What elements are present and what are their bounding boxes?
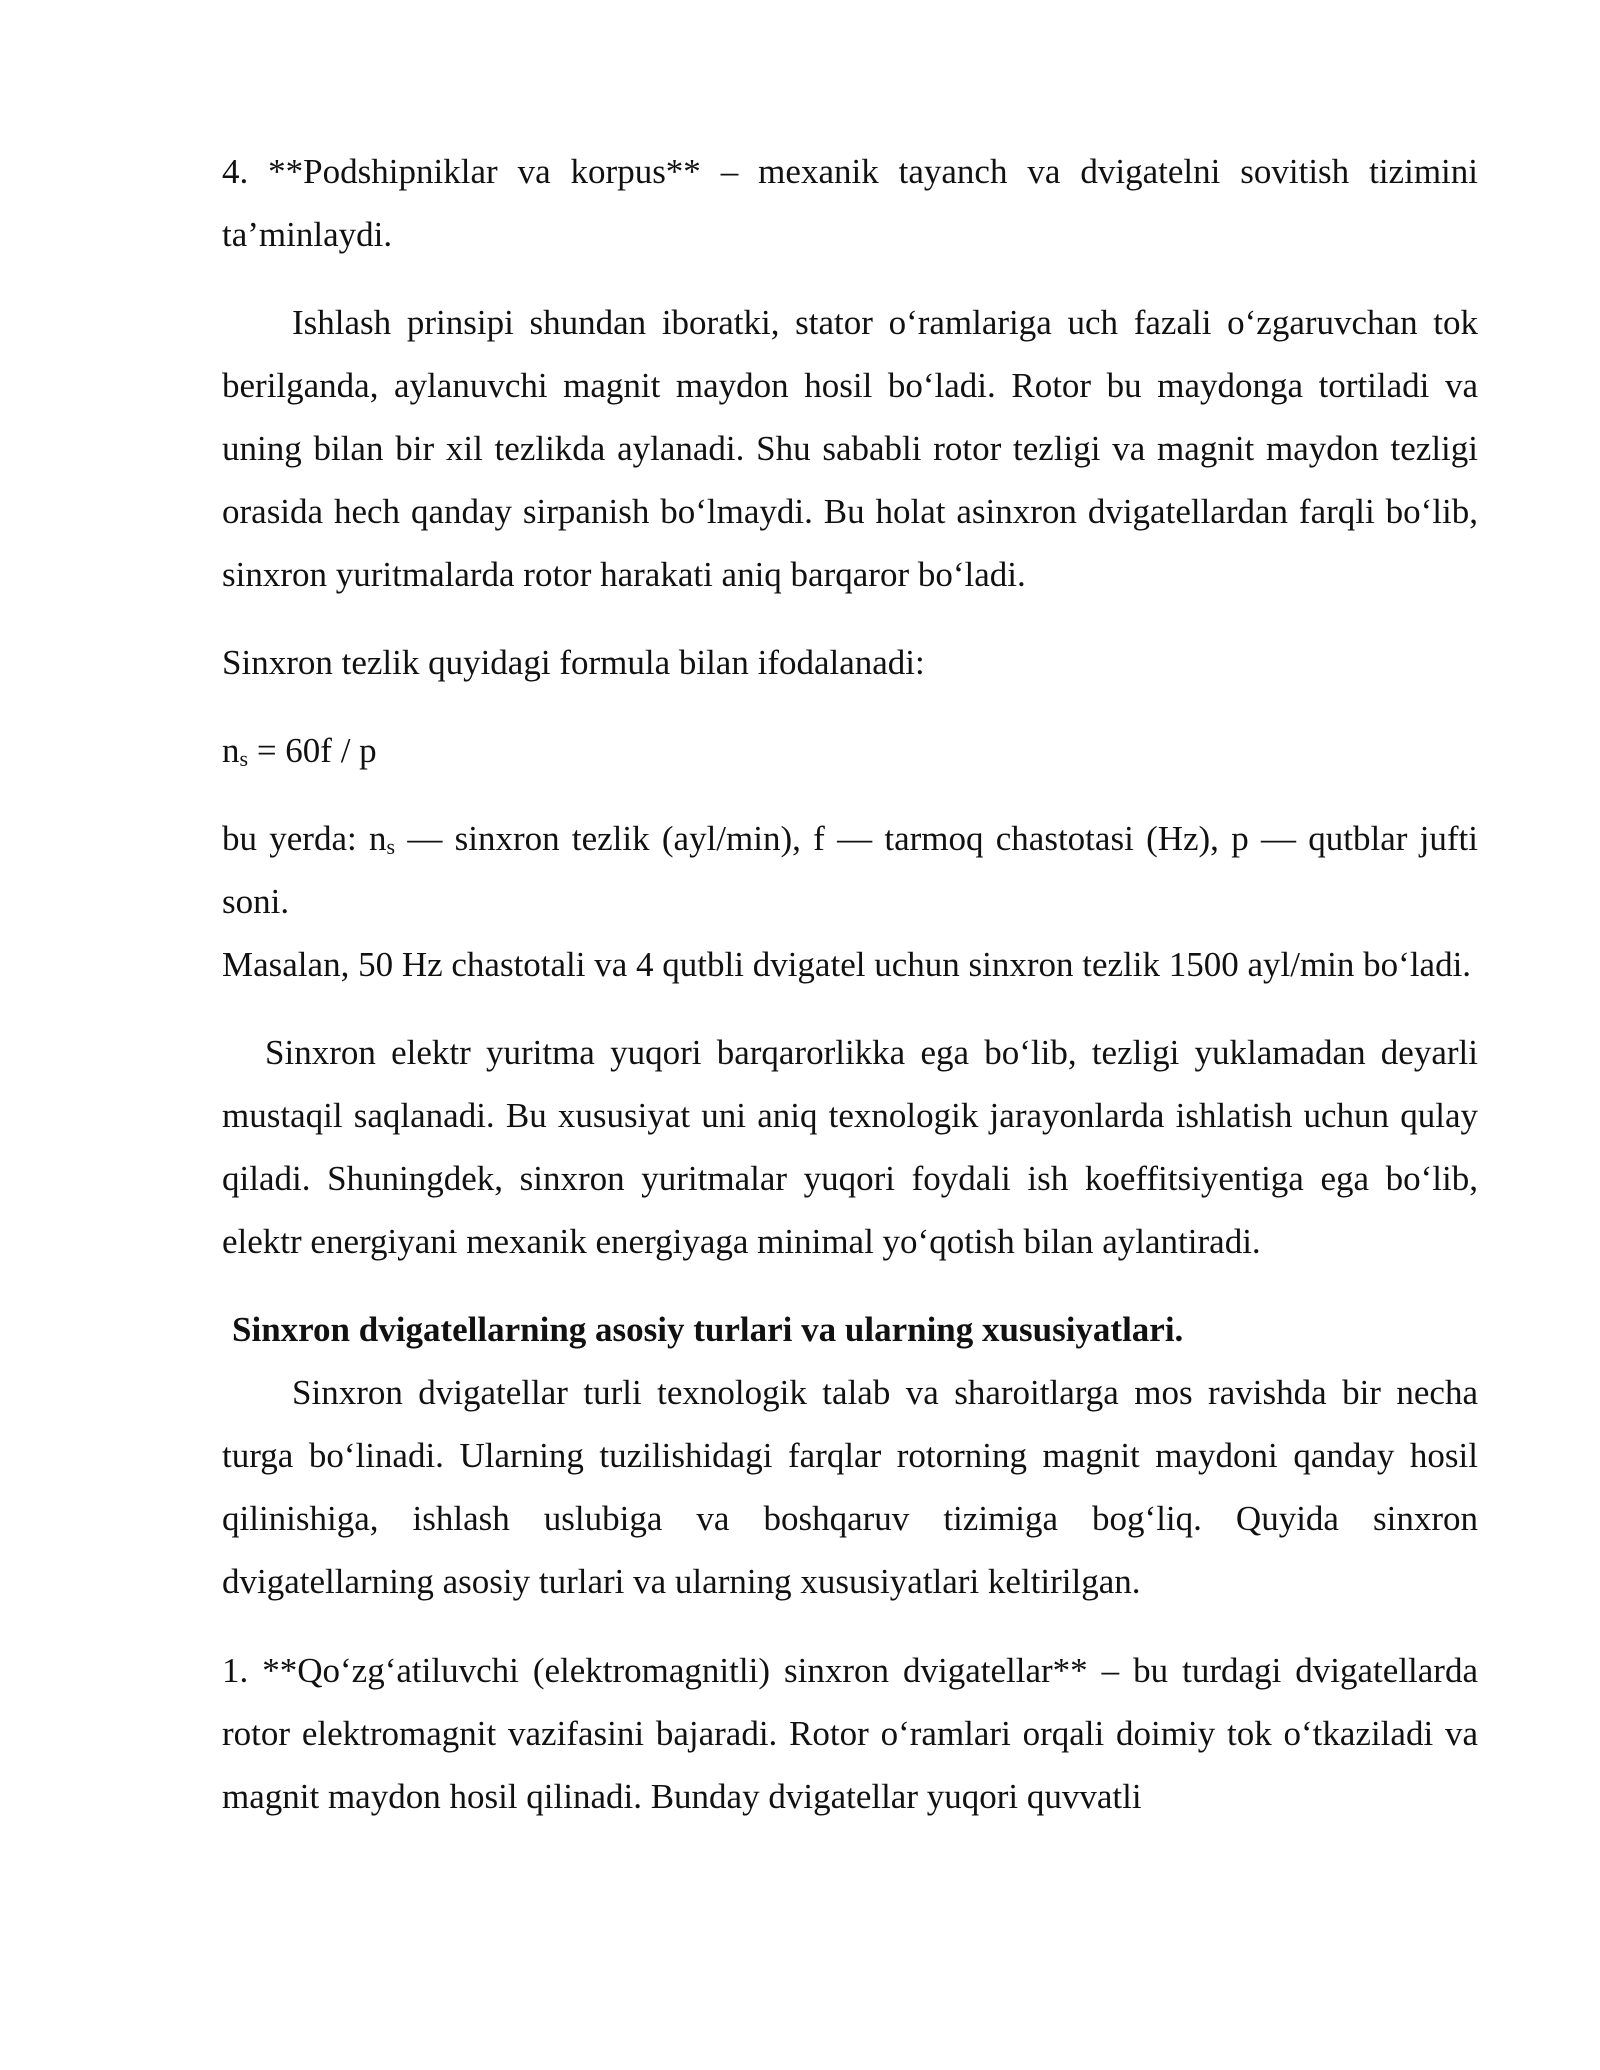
legend-prefix: bu yerda: n [222,819,387,858]
paragraph-formula-legend [222,807,1478,933]
paragraph-stability: Sinxron elektr yuritma yuqori barqarorlikka ega bo‘lib, tezligi yuklamadan deyarli mustaqil saqlanadi. Bu xususiyat uni aniq texnologik jarayonlarda ishlatish uchun qulay qiladi. Shuningdek, sinxron yuritmalar yuqori foydali ish koeffitsiyentiga ega bo‘lib, elektr energiyani mexanik energiyaga minimal yo‘qotish bilan aylantiradi. [222,1033,1478,1261]
paragraph-formula-intro: Sinxron tezlik quyidagi formula bilan ifodalanadi: [222,643,925,682]
formula-synchronous-speed [222,719,1478,782]
formula-rest: = 60f / p [248,731,377,770]
formula-subscript: s [239,746,249,771]
formula-base: n [222,731,240,770]
paragraph-type-1: 1. **Qo‘zg‘atiluvchi (elektromagnitli) sinxron dvigatellar** – bu turdagi dvigatellarda rotor elektromagnit vazifasini bajaradi. Rotor o‘ramlari orqali doimiy tok o‘tkaziladi va magnit maydon hosil qilinadi. Bunday dvigatellar yuqori quvvatli [222,1651,1478,1816]
legend-subscript: s [386,834,396,859]
legend-rest: — sinxron tezlik (ayl/min), f — tarmoq chastotasi (Hz), p — qutblar jufti soni. [222,819,1478,921]
document-page [222,140,1478,1828]
section-heading: Sinxron dvigatellarning asosiy turlari va ularning xususiyatlari. [232,1310,1184,1349]
paragraph-working-principle: Ishlash prinsipi shundan iboratki, stator o‘ramlariga uch fazali o‘zgaruvchan tok berilganda, aylanuvchi magnit maydon hosil bo‘ladi. Rotor bu maydonga tortiladi va uning bilan bir xil tezlikda aylanadi. Shu sababli rotor tezligi va magnit maydon tezligi orasida hech qanday sirpanish bo‘lmaydi. Bu holat asinxron dvigatellardan farqli bo‘lib, sinxron yuritmalarda rotor harakati aniq barqaror bo‘ladi. [222,303,1478,594]
paragraph-types-intro: Sinxron dvigatellar turli texnologik talab va sharoitlarga mos ravishda bir necha turga bo‘linadi. Ularning tuzilishidagi farqlar rotorning magnit maydoni qanday hosil qilinishiga, ishlash uslubiga va boshqaruv tizimiga bog‘liq. Quyida sinxron dvigatellarning asosiy turlari va ularning xususiyatlari keltirilgan. [222,1373,1478,1601]
paragraph-bearings: 4. **Podshipniklar va korpus** – mexanik tayanch va dvigatelni sovitish tizimini ta’minlaydi. [222,152,1478,254]
paragraph-example: Masalan, 50 Hz chastotali va 4 qutbli dvigatel uchun sinxron tezlik 1500 ayl/min bo‘ladi. [222,945,1472,984]
